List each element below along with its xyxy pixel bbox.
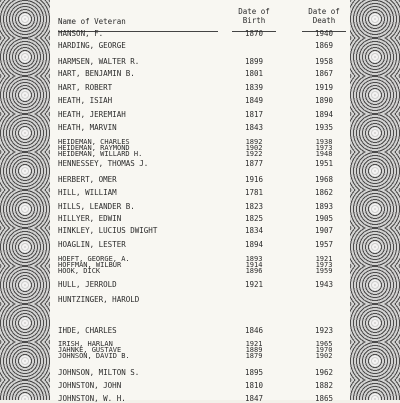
death-year: 1957 xyxy=(314,240,334,249)
veteran-name: JOHNSTON, JOHN xyxy=(58,381,122,390)
birth-year: 1916 xyxy=(244,175,264,184)
veteran-name: HOEFT, GEORGE, A. HOFFMAN, WILBUR HOOK, DICK xyxy=(58,255,130,275)
right-decorative-border xyxy=(350,0,400,400)
veteran-name: HULL, JERROLD xyxy=(58,280,117,289)
death-year: 1894 xyxy=(314,110,334,119)
birth-year: 1823 xyxy=(244,202,264,211)
birth-year: 1825 xyxy=(244,214,264,223)
death-year: 1943 xyxy=(314,280,334,289)
veteran-name: HENNESSEY, THOMAS J. xyxy=(58,159,149,168)
death-year: 1938 1973 1948 xyxy=(315,138,333,158)
death-year: 1905 xyxy=(314,214,334,223)
birth-year: 1877 xyxy=(244,159,264,168)
veteran-name: HUNTZINGER, HAROLD xyxy=(58,295,140,304)
death-year: 1890 xyxy=(314,96,334,105)
birth-year: 1892 1902 1922 xyxy=(245,138,263,158)
veteran-name: JOHNSON, MILTON S. xyxy=(58,368,140,377)
birth-year: 1834 xyxy=(244,226,264,235)
veteran-name: HERBERT, OMER xyxy=(58,175,117,184)
birth-year: 1847 xyxy=(244,394,264,403)
veteran-name: HARMSEN, WALTER R. xyxy=(58,57,140,66)
death-year: 1951 xyxy=(314,159,334,168)
veteran-name: HART, ROBERT xyxy=(58,83,113,92)
column-header-name: Name of Veteran xyxy=(58,17,126,26)
birth-year: 1839 xyxy=(244,83,264,92)
veteran-name: HOAGLIN, LESTER xyxy=(58,240,126,249)
birth-year: 1843 xyxy=(244,123,264,132)
column-header-birth: Date of Birth xyxy=(238,7,270,25)
death-year: 1968 xyxy=(314,175,334,184)
death-year: 1962 xyxy=(314,368,334,377)
birth-year: 1921 xyxy=(244,280,264,289)
veteran-name: IRISH, HARLAN JAHNKE, GUSTAVE JOHNSON, DAVID B. xyxy=(58,340,130,360)
document-page xyxy=(50,0,350,403)
birth-year: 1893 1914 1896 xyxy=(245,255,263,275)
veteran-name: JOHNSTON, W. H. xyxy=(58,394,126,403)
death-year: 1965 1970 1902 xyxy=(315,340,333,360)
column-header-death: Date of Death xyxy=(308,7,340,25)
death-year: 1919 xyxy=(314,83,334,92)
veteran-name: IHDE, CHARLES xyxy=(58,326,117,335)
veteran-name: HILLYER, EDWIN xyxy=(58,214,122,223)
death-year: 1869 xyxy=(314,41,334,50)
death-year: 1921 1973 1959 xyxy=(315,255,333,275)
veteran-name: HEATH, JEREMIAH xyxy=(58,110,126,119)
death-year: 1865 xyxy=(314,394,334,403)
death-year: 1935 xyxy=(314,123,334,132)
birth-year: 1894 xyxy=(244,240,264,249)
birth-year: 1817 xyxy=(244,110,264,119)
birth-year: 1801 xyxy=(244,69,264,78)
birth-year: 1810 xyxy=(244,381,264,390)
veteran-name: HART, BENJAMIN B. xyxy=(58,69,135,78)
death-year: 1867 xyxy=(314,69,334,78)
birth-year: 1846 xyxy=(244,326,264,335)
birth-year: 1921 1889 1879 xyxy=(245,340,263,360)
death-year: 1882 xyxy=(314,381,334,390)
veteran-name: HEATH, ISIAH xyxy=(58,96,113,105)
death-year: 1958 xyxy=(314,57,334,66)
death-year: 1893 xyxy=(314,202,334,211)
veteran-name: HINKLEY, LUCIUS DWIGHT xyxy=(58,226,158,235)
death-year: 1862 xyxy=(314,188,334,197)
left-decorative-border xyxy=(0,0,50,400)
birth-year: 1870 xyxy=(244,29,264,38)
table-header xyxy=(50,6,350,28)
birth-year: 1895 xyxy=(244,368,264,377)
birth-year: 1849 xyxy=(244,96,264,105)
veteran-name: HANSON, F. xyxy=(58,29,104,38)
veteran-name: HEIDEMAN, CHARLES HEIDEMAN, RAYMOND HEIDEMAN, WILLARD H. xyxy=(58,138,143,158)
death-year: 1907 xyxy=(314,226,334,235)
veteran-name: HILLS, LEANDER B. xyxy=(58,202,135,211)
veteran-name: HARDING, GEORGE xyxy=(58,41,126,50)
death-year: 1940 xyxy=(314,29,334,38)
birth-year: 1899 xyxy=(244,57,264,66)
death-year: 1923 xyxy=(314,326,334,335)
veteran-name: HEATH, MARVIN xyxy=(58,123,117,132)
veteran-name: HILL, WILLIAM xyxy=(58,188,117,197)
birth-year: 1781 xyxy=(244,188,264,197)
